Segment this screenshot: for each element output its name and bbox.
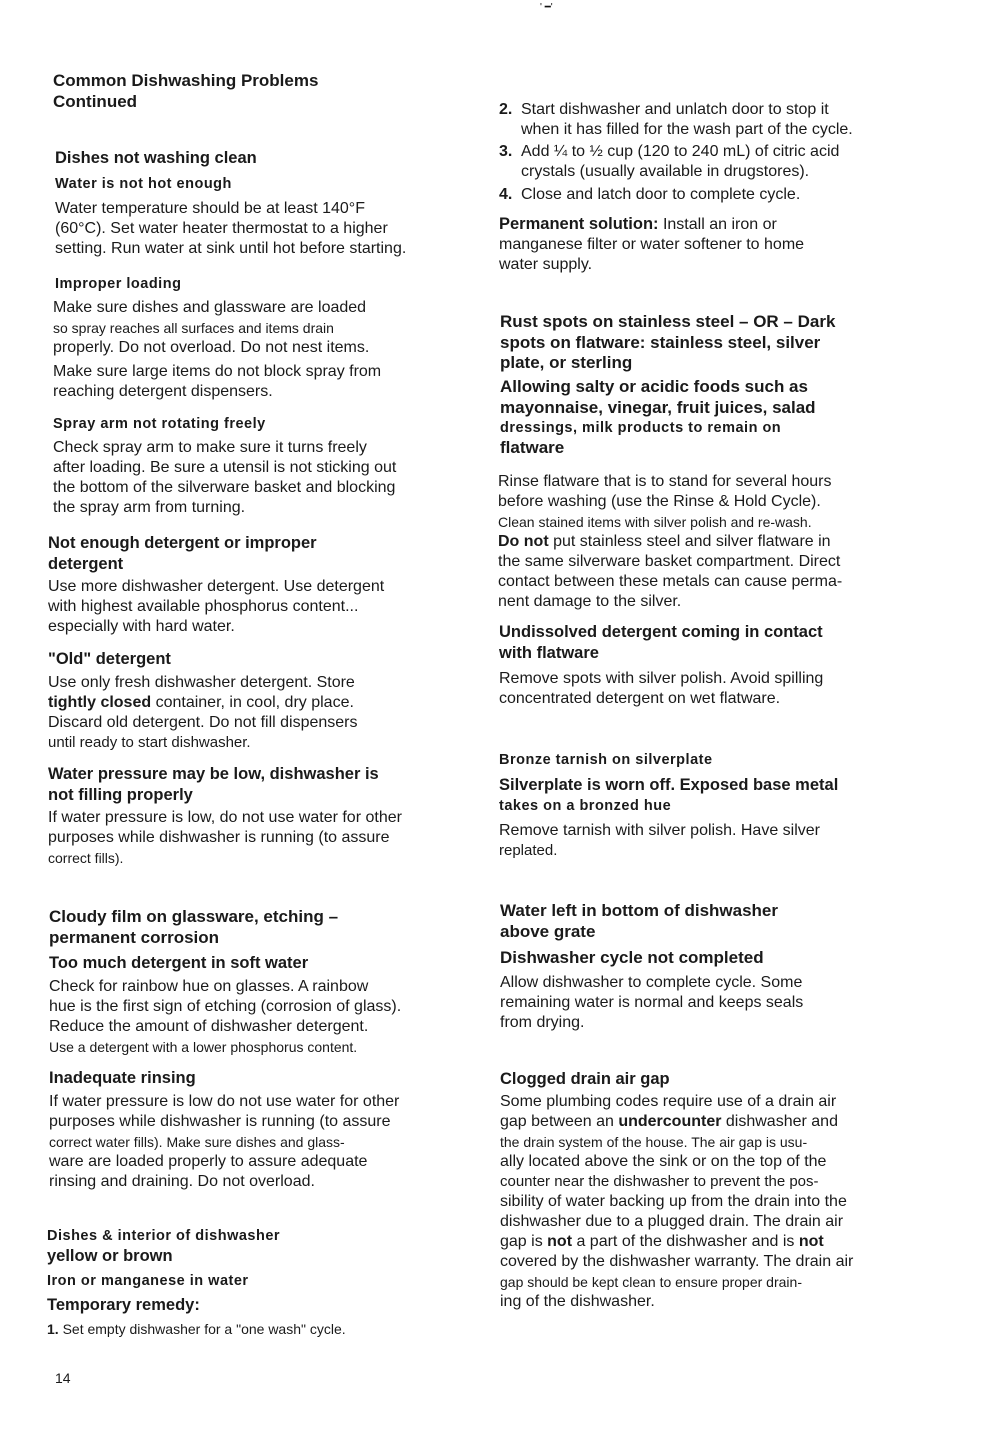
bold-text: not: [798, 1233, 824, 1250]
heading-line: spots on flatware: stainless steel, silver: [500, 332, 821, 352]
list-text: Add ¼ to ½ cup (120 to 240 mL) of citric acid: [521, 143, 840, 160]
text-line: the same silverware basket compartment. Direct: [498, 553, 841, 570]
paragraph-spray-arm: [53, 438, 396, 518]
list-text: Close and latch door to complete cycle.: [521, 186, 801, 203]
bold-text: Do not: [498, 533, 549, 550]
heading-line: dressings, milk products to remain on: [500, 420, 782, 436]
subheading-cycle-not-completed: Dishwasher cycle not completed: [500, 948, 764, 967]
heading-line: takes on a bronzed hue: [499, 797, 672, 814]
section-heading-clogged-drain: Clogged drain air gap: [500, 1070, 670, 1088]
bold-text: tightly closed: [48, 694, 152, 711]
paragraph-rust-spots: [498, 472, 842, 612]
subheading-temporary-remedy: Temporary remedy:: [47, 1296, 200, 1314]
text-line: manganese filter or water softener to home: [499, 236, 805, 253]
paragraph-clogged-drain: [500, 1092, 853, 1312]
top-mark: ' ━': [540, 2, 553, 13]
heading-line: Not enough detergent or improper: [48, 534, 317, 552]
list-text: crystals (usually available in drugstores).: [521, 163, 810, 180]
text-line: water supply.: [499, 256, 593, 273]
text-line: If water pressure is low do not use water for other: [49, 1093, 400, 1110]
text-span: gap between an: [500, 1113, 619, 1130]
subheading-iron-manganese: Iron or manganese in water: [47, 1273, 249, 1289]
bold-text: not: [547, 1233, 573, 1250]
text-line: Allow dishwasher to complete cycle. Some: [500, 974, 803, 991]
text-line: concentrated detergent on wet flatware.: [499, 690, 781, 707]
text-line: purposes while dishwasher is running (to assure: [48, 829, 390, 846]
heading-line: permanent corrosion: [49, 927, 220, 947]
paragraph-old-detergent: [48, 673, 358, 753]
text-line: purposes while dishwasher is running (to assure: [49, 1113, 391, 1130]
list-number: 1.: [47, 1321, 59, 1337]
text-span: put stainless steel and silver flatware in: [548, 533, 831, 550]
subheading-too-much-detergent: Too much detergent in soft water: [49, 954, 309, 972]
paragraph-undissolved-detergent: [499, 669, 823, 709]
title-line-2: Continued: [53, 91, 138, 111]
text-line: Reduce the amount of dishwasher detergent.: [49, 1018, 369, 1035]
text-line: [500, 1232, 853, 1252]
list-item-step-1: [47, 1319, 467, 1339]
heading-line: Silverplate is worn off. Exposed base metal: [499, 776, 839, 794]
text-line: rinsing and draining. Do not overload.: [49, 1173, 315, 1190]
text-line: correct fills).: [48, 850, 124, 866]
subheading-not-enough-detergent: [48, 533, 317, 574]
text-line: hue is the first sign of etching (corrosion of glass).: [49, 998, 402, 1015]
heading-line: Rust spots on stainless steel – OR – Dark: [500, 312, 836, 331]
heading-line: Allowing salty or acidic foods such as: [500, 377, 808, 396]
text-line: [48, 693, 358, 713]
text-line: (60°C). Set water heater thermostat to a higher: [55, 220, 388, 237]
section-heading-yellow-brown: [47, 1226, 280, 1267]
heading-line: detergent: [48, 554, 124, 573]
text-line: remaining water is normal and keeps seals: [500, 994, 804, 1011]
paragraph-water-left: [500, 973, 803, 1033]
text-line: Remove tarnish with silver polish. Have silver: [499, 822, 820, 839]
text-line: so spray reaches all surfaces and items drain: [53, 320, 334, 336]
text-line: Clean stained items with silver polish and re-wash.: [498, 514, 812, 530]
text-line: counter near the dishwasher to prevent the pos-: [500, 1173, 819, 1190]
section-heading-cloudy-film: [49, 907, 338, 948]
section-heading-bronze-tarnish: Bronze tarnish on silverplate: [499, 752, 713, 768]
list-number: 3.: [499, 143, 513, 160]
text-line: If water pressure is low, do not use water for other: [48, 809, 402, 826]
text-line: until ready to start dishwasher.: [48, 734, 251, 751]
text-line: sibility of water backing up from the drain into the: [500, 1193, 847, 1210]
text-line: contact between these metals can cause perma-: [498, 573, 843, 590]
heading-line: Cloudy film on glassware, etching –: [49, 907, 339, 926]
bold-text: Permanent solution:: [499, 215, 659, 233]
subheading-water-not-hot: Water is not hot enough: [55, 176, 232, 192]
heading-line: yellow or brown: [47, 1247, 173, 1265]
text-line: ing of the dishwasher.: [500, 1293, 655, 1310]
text-line: the bottom of the silverware basket and blocking: [53, 479, 396, 496]
text-line: Rinse flatware that is to stand for several hours: [498, 473, 832, 490]
list-text: Set empty dishwasher for a "one wash" cycle.: [62, 1321, 346, 1337]
list-item-step-3: [499, 142, 919, 182]
text-line: Remove spots with silver polish. Avoid spilling: [499, 670, 824, 687]
text-line: especially with hard water.: [48, 618, 235, 635]
subheading-silverplate-worn: [499, 775, 838, 816]
subheading-water-pressure: [48, 764, 379, 805]
subheading-improper-loading: Improper loading: [55, 276, 182, 292]
text-line: Use a detergent with a lower phosphorus content.: [49, 1039, 358, 1055]
heading-line: plate, or sterling: [500, 353, 633, 372]
paragraph-water-not-hot: [55, 199, 406, 259]
title-line-1: Common Dishwashing Problems: [53, 71, 319, 90]
text-line: Discard old detergent. Do not fill dispensers: [48, 714, 358, 731]
text-line: before washing (use the Rinse & Hold Cycle).: [498, 493, 821, 510]
text-line: Some plumbing codes require use of a drain air: [500, 1093, 837, 1110]
list-text: Start dishwasher and unlatch door to stop it: [521, 101, 829, 118]
paragraph-bronze-tarnish: [499, 821, 820, 861]
paragraph-water-pressure: [48, 808, 402, 868]
text-span: a part of the dishwasher and is: [572, 1233, 799, 1250]
subheading-spray-arm: Spray arm not rotating freely: [53, 416, 266, 432]
text-line: Use more dishwasher detergent. Use detergent: [48, 578, 385, 595]
heading-line: not filling properly: [48, 785, 193, 804]
paragraph-not-enough-detergent: [48, 577, 384, 637]
heading-line: mayonnaise, vinegar, fruit juices, salad: [500, 397, 816, 417]
text-line: covered by the dishwasher warranty. The drain air: [500, 1253, 854, 1270]
text-span: gap is: [500, 1233, 548, 1250]
list-number: 4.: [499, 186, 513, 203]
text-line: ware are loaded properly to assure adequate: [49, 1153, 368, 1170]
text-span: container, in cool, dry place.: [151, 694, 354, 711]
section-heading-dishes-not-clean: Dishes not washing clean: [55, 149, 257, 167]
text-line: dishwasher due to a plugged drain. The drain air: [500, 1213, 844, 1230]
bold-text: undercounter: [618, 1113, 722, 1130]
heading-line: above grate: [500, 921, 596, 941]
section-heading-water-left: [500, 901, 778, 942]
heading-line: Undissolved detergent coming in contact: [499, 623, 823, 641]
text-line: properly. Do not overload. Do not nest items.: [53, 339, 370, 356]
subheading-old-detergent: "Old" detergent: [48, 650, 171, 668]
subheading-inadequate-rinsing: Inadequate rinsing: [49, 1069, 196, 1087]
text-line: gap should be kept clean to ensure proper drain-: [500, 1274, 802, 1290]
text-line: Check spray arm to make sure it turns freely: [53, 439, 367, 456]
text-line: correct water fills). Make sure dishes and glass-: [49, 1134, 345, 1150]
text-line: with highest available phosphorus content...: [48, 598, 359, 615]
text-line: Use only fresh dishwasher detergent. Store: [48, 674, 355, 691]
text-line: after loading. Be sure a utensil is not sticking out: [53, 459, 397, 476]
paragraph-permanent-solution: [499, 214, 804, 275]
text-line: ally located above the sink or on the top of the: [500, 1153, 827, 1170]
text-line: Make sure dishes and glassware are loaded: [53, 299, 367, 316]
heading-line: Dishes & interior of dishwasher: [47, 1228, 281, 1244]
subheading-salty-acidic-foods: [500, 377, 816, 459]
text-line: replated.: [499, 842, 558, 859]
text-span: Install an iron or: [658, 216, 777, 233]
list-text: when it has filled for the wash part of the cycle.: [521, 121, 853, 138]
text-line: reaching detergent dispensers.: [53, 383, 273, 400]
heading-line: flatware: [500, 438, 565, 457]
page-title: [53, 71, 318, 112]
page-number: 14: [55, 1370, 71, 1386]
text-line: the drain system of the house. The air gap is usu-: [500, 1134, 808, 1150]
heading-line: Water pressure may be low, dishwasher is: [48, 765, 379, 783]
list-number: 2.: [499, 101, 513, 118]
list-item-step-2: [499, 100, 919, 140]
list-item-step-4: [499, 185, 919, 205]
text-line: from drying.: [500, 1014, 585, 1031]
paragraph-too-much-detergent: [49, 977, 401, 1057]
paragraph-improper-loading: [53, 298, 381, 402]
heading-line: Water left in bottom of dishwasher: [500, 901, 778, 920]
text-line: Water temperature should be at least 140°F: [55, 200, 365, 217]
text-span: dishwasher and: [721, 1113, 838, 1130]
paragraph-inadequate-rinsing: [49, 1092, 399, 1192]
section-heading-rust-spots: [500, 312, 835, 374]
text-line: Check for rainbow hue on glasses. A rainbow: [49, 978, 369, 995]
text-line: the spray arm from turning.: [53, 499, 246, 516]
text-line: nent damage to the silver.: [498, 593, 682, 610]
text-line: [500, 1112, 853, 1132]
text-line: Make sure large items do not block spray from: [53, 363, 382, 380]
heading-line: with flatware: [499, 643, 599, 662]
text-line: setting. Run water at sink until hot before starting.: [55, 240, 407, 257]
subheading-undissolved-detergent: [499, 622, 823, 663]
